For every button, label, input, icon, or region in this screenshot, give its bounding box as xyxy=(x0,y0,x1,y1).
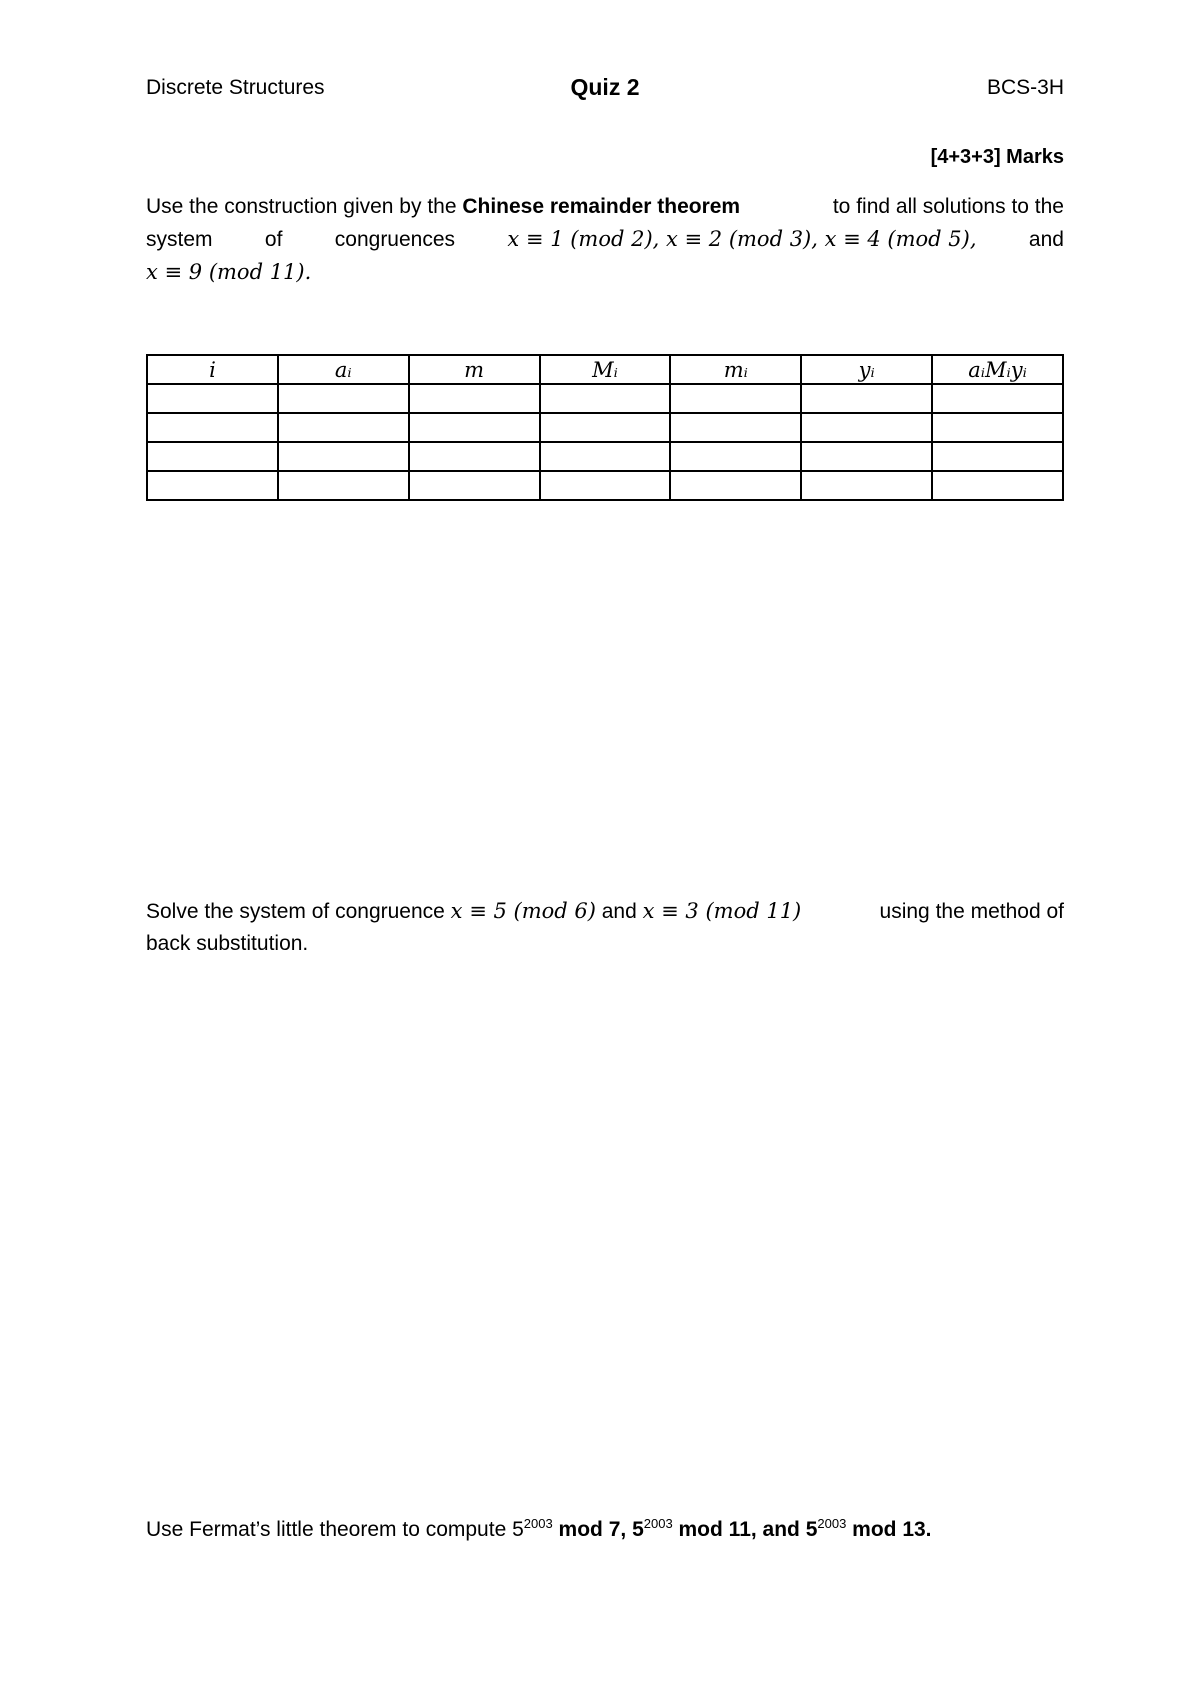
crt-table-header-row xyxy=(147,355,1063,384)
table-cell[interactable] xyxy=(278,471,409,500)
question-1-line-1 xyxy=(146,191,1064,223)
table-cell[interactable] xyxy=(278,413,409,442)
q3-base-2: 5 xyxy=(632,1518,644,1541)
table-cell[interactable] xyxy=(670,384,801,413)
table-cell[interactable] xyxy=(670,413,801,442)
table-cell[interactable] xyxy=(670,442,801,471)
course-name: Discrete Structures xyxy=(146,76,325,99)
table-cell[interactable] xyxy=(540,384,671,413)
page-header xyxy=(146,74,1064,106)
table-cell[interactable] xyxy=(932,471,1063,500)
table-cell[interactable] xyxy=(409,413,540,442)
table-cell[interactable] xyxy=(278,384,409,413)
question-2-line-1 xyxy=(146,895,1064,928)
table-cell[interactable] xyxy=(147,442,278,471)
q2-text-mid: and xyxy=(595,900,643,923)
table-cell[interactable] xyxy=(801,413,932,442)
q2-congruence-2-math: x ≡ 3 (mod 11) xyxy=(642,899,802,923)
header-yi: yᵢ xyxy=(801,355,932,384)
table-cell[interactable] xyxy=(540,471,671,500)
question-1-line-2 xyxy=(146,223,1064,256)
q1-last-congruence-math: x ≡ 9 (mod 11). xyxy=(146,260,312,284)
header-m: m xyxy=(409,355,540,384)
q3-exponent-2: 2003 xyxy=(643,1516,673,1531)
header-Mi: Mᵢ xyxy=(540,355,671,384)
table-cell[interactable] xyxy=(409,471,540,500)
crt-table xyxy=(146,354,1064,501)
q2-text-pre: Solve the system of congruence xyxy=(146,900,451,923)
question-3 xyxy=(146,1508,1064,1546)
q3-base-1: 5 xyxy=(512,1518,524,1541)
q1-text-pre: Use the construction given by the xyxy=(146,195,463,218)
q2-congruence-1-math: x ≡ 5 (mod 6) xyxy=(450,899,596,923)
table-cell[interactable] xyxy=(540,442,671,471)
table-row xyxy=(147,384,1063,413)
table-cell[interactable] xyxy=(932,384,1063,413)
q2-text-post: using the method of xyxy=(879,900,1064,923)
question-1 xyxy=(146,191,1064,289)
question-1-line-3 xyxy=(146,256,1064,289)
q1-word-system: system xyxy=(146,228,213,251)
q3-exponent-3: 2003 xyxy=(817,1516,847,1531)
q3-exponent-1: 2003 xyxy=(523,1516,553,1531)
page-title: Quiz 2 xyxy=(570,74,640,100)
table-row xyxy=(147,471,1063,500)
table-cell[interactable] xyxy=(670,471,801,500)
q3-mod-7: mod 7, xyxy=(552,1518,633,1541)
header-aiMiyi: aᵢMᵢyᵢ xyxy=(932,355,1063,384)
table-cell[interactable] xyxy=(801,442,932,471)
header-mi: mᵢ xyxy=(670,355,801,384)
q1-text-post: to find all solutions to the xyxy=(832,195,1064,218)
table-row xyxy=(147,413,1063,442)
header-i: i xyxy=(147,355,278,384)
table-cell[interactable] xyxy=(932,442,1063,471)
q1-word-congruences: congruences xyxy=(334,228,456,251)
table-cell[interactable] xyxy=(409,442,540,471)
q1-text-bold: Chinese remainder theorem xyxy=(462,195,741,218)
table-cell[interactable] xyxy=(278,442,409,471)
table-cell[interactable] xyxy=(801,471,932,500)
q1-congruences-math: x ≡ 1 (mod 2), x ≡ 2 (mod 3), x ≡ 4 (mod 5), xyxy=(507,227,977,251)
table-cell[interactable] xyxy=(932,413,1063,442)
q3-base-3: 5 xyxy=(805,1518,818,1541)
marks-label: [4+3+3] Marks xyxy=(930,146,1064,168)
q3-mod-13: mod 13. xyxy=(846,1518,932,1541)
section-code: BCS-3H xyxy=(986,76,1064,99)
table-cell[interactable] xyxy=(147,413,278,442)
table-cell[interactable] xyxy=(147,471,278,500)
table-cell[interactable] xyxy=(801,384,932,413)
table-row xyxy=(147,442,1063,471)
q1-word-of: of xyxy=(264,228,283,251)
header-ai: aᵢ xyxy=(278,355,409,384)
q3-mod-11: mod 11, and xyxy=(672,1518,806,1541)
question-2 xyxy=(146,895,1064,960)
table-cell[interactable] xyxy=(147,384,278,413)
q1-word-and: and xyxy=(1028,228,1064,251)
table-cell[interactable] xyxy=(409,384,540,413)
question-2-line-2: back substitution. xyxy=(146,932,309,955)
table-cell[interactable] xyxy=(540,413,671,442)
q3-text-pre: Use Fermat’s little theorem to compute xyxy=(146,1518,513,1541)
